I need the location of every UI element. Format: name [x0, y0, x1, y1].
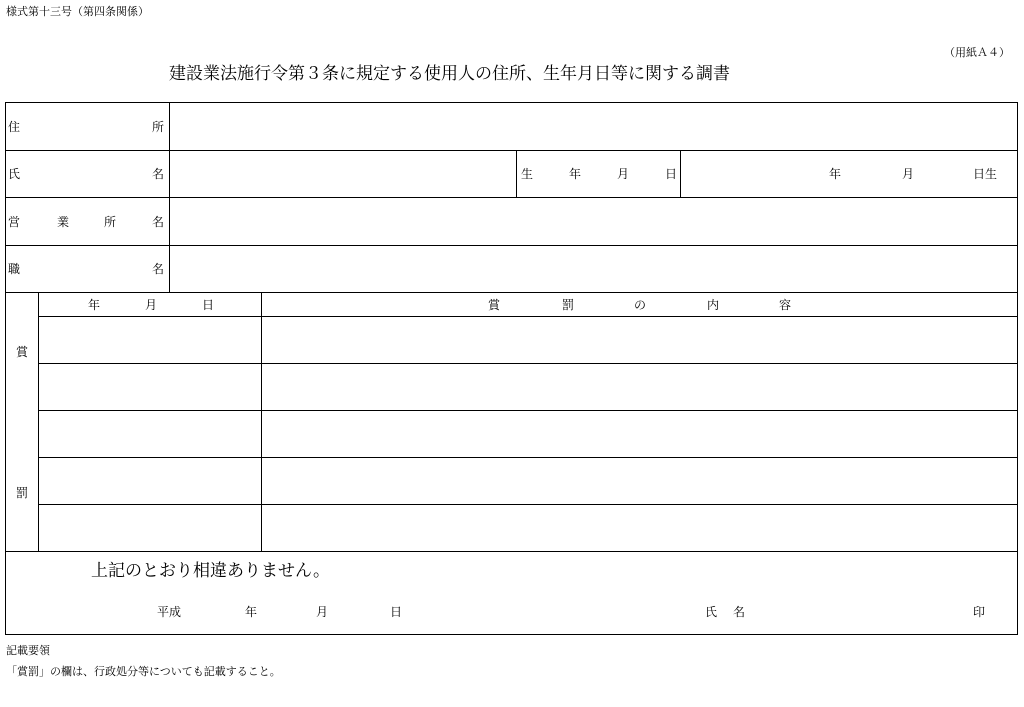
awards-content-cell[interactable] [262, 364, 1017, 410]
seal-mark: 印 [973, 605, 986, 619]
position-field[interactable] [170, 246, 1017, 292]
paper-size: （用紙Ａ４） [944, 46, 1010, 59]
awards-content-cell[interactable] [262, 317, 1017, 363]
awards-date-cell[interactable] [39, 317, 261, 363]
declaration-statement: 上記のとおり相違ありません。 [91, 561, 331, 581]
address-label-2: 所 [152, 120, 165, 134]
instructions-heading: 記載要領 [6, 644, 50, 657]
position-label-1: 職 [8, 262, 21, 276]
name-field[interactable] [170, 151, 516, 197]
awards-content-cell[interactable] [262, 505, 1017, 551]
position-label-2: 名 [152, 262, 165, 276]
form-number: 様式第十三号（第四条関係） [6, 5, 149, 18]
declaration-name-field[interactable] [760, 600, 960, 624]
awards-date-cell[interactable] [39, 411, 261, 457]
office-name-field[interactable] [170, 198, 1017, 245]
awards-date-cell[interactable] [39, 364, 261, 410]
document-page: 様式第十三号（第四条関係） （用紙Ａ４） 建設業法施行令第３条に規定する使用人の住所、生年月日等に関する調書 住 所 氏 名 生 年 月 日 年 月 日生 営 業 所 名 職 名 賞 罰 年 月 日 賞 罰 の 内 容 上記のとおり相違ありません。 平成 年 月 日 氏 名 印 記載要領 「賞罰」の欄は、行政処分等についても記載すること。 [0, 0, 1024, 707]
name-label-2: 名 [152, 167, 165, 181]
awards-date-cell[interactable] [39, 458, 261, 504]
awards-side-label-2: 罰 [16, 486, 29, 500]
address-label-1: 住 [8, 120, 21, 134]
awards-content-cell[interactable] [262, 458, 1017, 504]
address-field[interactable] [170, 103, 1017, 150]
birth-date-field[interactable] [681, 151, 1017, 197]
document-title: 建設業法施行令第３条に規定する使用人の住所、生年月日等に関する調書 [169, 64, 730, 84]
declaration-era: 平成 [157, 605, 182, 619]
instructions-note: 「賞罰」の欄は、行政処分等についても記載すること。 [6, 665, 281, 678]
name-label-1: 氏 [8, 167, 21, 181]
declaration-date-field[interactable] [185, 600, 410, 624]
awards-content-cell[interactable] [262, 411, 1017, 457]
awards-date-cell[interactable] [39, 505, 261, 551]
awards-side-label-1: 賞 [16, 345, 29, 359]
